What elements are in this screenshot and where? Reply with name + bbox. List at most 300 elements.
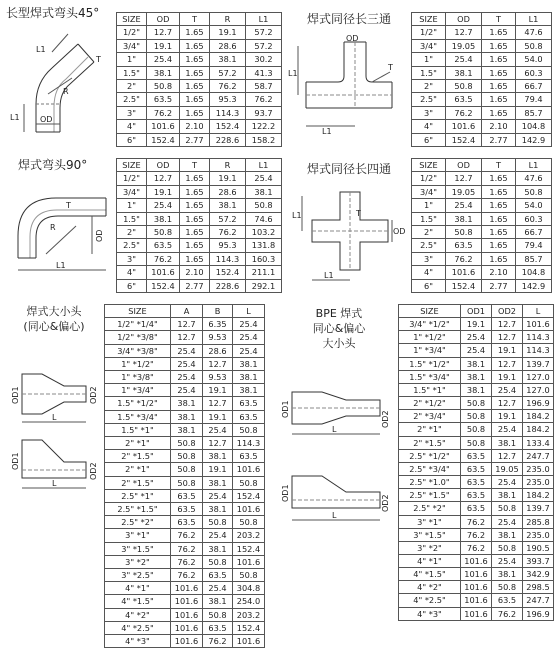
elbow90-table-cell: 95.3	[210, 239, 246, 252]
elbow90-table-cell: 50.8	[246, 199, 282, 212]
bpe-reducer-eccentric-drawing	[276, 470, 396, 530]
reducer-table-cell: 101.6	[233, 555, 265, 568]
elbow45-column-header: SIZE	[117, 13, 147, 26]
reducer-table-cell: 50.8	[233, 516, 265, 529]
bpe-reducer-title	[298, 306, 380, 351]
reducer-table-cell: 19.1	[203, 463, 233, 476]
elbow45-table-cell: 3/4"	[117, 39, 147, 52]
reducer-table-cell: 50.8	[233, 423, 265, 436]
tee-table-row	[412, 53, 552, 66]
cross-table-row	[412, 239, 552, 252]
tee-column-header: SIZE	[412, 13, 446, 26]
bpe-reducer-table-cell: 3" *2"	[399, 541, 461, 554]
bpe-reducer-table-cell: 190.5	[523, 541, 554, 554]
bpe-reducer-table-row	[399, 594, 554, 607]
elbow90-table-cell: 38.1	[210, 199, 246, 212]
cross-table-cell: 63.5	[446, 239, 482, 252]
elbow45-table-row	[117, 80, 282, 93]
tee-table-cell: 1.65	[482, 26, 516, 39]
bpe-reducer-table-cell: 63.5	[461, 449, 492, 462]
elbow45-table-row	[117, 93, 282, 106]
elbow90-table-cell: 1.65	[180, 185, 210, 198]
bpe-reducer-table-row	[399, 449, 554, 462]
elbow45-table-row	[117, 133, 282, 146]
elbow90-table-row	[117, 226, 282, 239]
elbow45-title: 长型焊式弯头45°	[6, 6, 100, 20]
reducer-table-row	[105, 595, 265, 608]
reducer-table-cell: 2.5" *2"	[105, 516, 171, 529]
bpe-reducer-title-line-2: 同心&偏心	[312, 322, 366, 335]
cross-table-cell: 1.65	[482, 199, 516, 212]
elbow90-title: 焊式弯头90°	[18, 158, 88, 172]
bpe-reducer-table-cell: 76.2	[461, 515, 492, 528]
elbow45-table-cell: 58.7	[246, 80, 282, 93]
tee-table-cell: 2.77	[482, 133, 516, 146]
cross-table-cell: 1.5"	[412, 212, 446, 225]
reducer-column-header: B	[203, 305, 233, 318]
reducer-column-header: L	[233, 305, 265, 318]
reducer-table-row	[105, 529, 265, 542]
reducer-table-row	[105, 516, 265, 529]
bpe-reducer-table-cell: 101.6	[461, 568, 492, 581]
bpe-l-label-b: L	[332, 511, 337, 520]
cross-table-cell: 2.10	[482, 266, 516, 279]
bpe-reducer-table-cell: 19.1	[492, 370, 523, 383]
reducer-table-row	[105, 371, 265, 384]
reducer-table-cell: 63.5	[171, 516, 203, 529]
reducer-table-row	[105, 621, 265, 634]
tee-table-cell: 85.7	[516, 106, 552, 119]
bpe-reducer-table-cell: 1.5" *3/4"	[399, 370, 461, 383]
cross-table-cell: 104.8	[516, 266, 552, 279]
reducer-table-cell: 38.1	[203, 476, 233, 489]
reducer-table-cell: 101.6	[171, 608, 203, 621]
cross-table-cell: 6"	[412, 279, 446, 292]
bpe-reducer-table-cell: 76.2	[461, 528, 492, 541]
reducer-table-cell: 152.4	[233, 621, 265, 634]
cross-table-cell: 76.2	[446, 252, 482, 265]
cross-table-row	[412, 185, 552, 198]
cross-table-cell: 54.0	[516, 199, 552, 212]
reducer-table-row	[105, 318, 265, 331]
reducer-column-header: SIZE	[105, 305, 171, 318]
elbow45-table-cell: 50.8	[147, 80, 180, 93]
bpe-reducer-table-cell: 101.6	[461, 594, 492, 607]
elbow45-table-cell: 228.6	[210, 133, 246, 146]
cross-table-row	[412, 252, 552, 265]
elbow90-column-header: SIZE	[117, 159, 147, 172]
bpe-reducer-table-cell: 2" *3/4"	[399, 410, 461, 423]
reducer-table-cell: 76.2	[171, 555, 203, 568]
bpe-reducer-table-cell: 133.4	[523, 436, 554, 449]
elbow45-column-header: L1	[246, 13, 282, 26]
elbow45-table-cell: 2.5"	[117, 93, 147, 106]
bpe-reducer-table-cell: 196.9	[523, 397, 554, 410]
elbow45-table-cell: 6"	[117, 133, 147, 146]
bpe-reducer-table-row	[399, 383, 554, 396]
reducer-column-header: A	[171, 305, 203, 318]
reducer-title-line-1: 焊式大小头	[26, 305, 82, 318]
elbow90-table-cell: 103.2	[246, 226, 282, 239]
reducer-table-cell: 25.4	[233, 318, 265, 331]
elbow90-table-cell: 1.5"	[117, 212, 147, 225]
elbow45-table-cell: 4"	[117, 120, 147, 133]
bpe-reducer-table-cell: 2.5" *2"	[399, 502, 461, 515]
cross-table-cell: 1"	[412, 199, 446, 212]
cross-l1-side-label: L1	[292, 211, 302, 220]
cross-table-cell: 1.65	[482, 226, 516, 239]
bpe-reducer-table-row	[399, 528, 554, 541]
cross-table-cell: 4"	[412, 266, 446, 279]
reducer-table-cell: 25.4	[171, 384, 203, 397]
tee-table-cell: 1/2"	[412, 26, 446, 39]
bpe-reducer-table-cell: 76.2	[492, 607, 523, 620]
bpe-reducer-table-cell: 19.1	[461, 318, 492, 331]
bpe-reducer-table-cell: 50.8	[492, 581, 523, 594]
tee-column-header: L1	[516, 13, 552, 26]
elbow45-table-cell: 1.5"	[117, 66, 147, 79]
reducer-table-cell: 3" *1.5"	[105, 542, 171, 555]
elbow90-table-row	[117, 266, 282, 279]
cross-l1-bottom-label: L1	[324, 271, 334, 280]
cross-table-cell: 1.65	[482, 252, 516, 265]
tee-table-cell: 6"	[412, 133, 446, 146]
reducer-table-row	[105, 357, 265, 370]
reducer-table-cell: 25.4	[203, 489, 233, 502]
elbow90-column-header: T	[180, 159, 210, 172]
cross-table-cell: 2.77	[482, 279, 516, 292]
bpe-reducer-table-cell: 114.3	[523, 344, 554, 357]
cross-table-cell: 85.7	[516, 252, 552, 265]
tee-table-cell: 25.4	[446, 53, 482, 66]
bpe-reducer-table-cell: 50.8	[461, 397, 492, 410]
reducer-table-row	[105, 582, 265, 595]
cross-table-row	[412, 199, 552, 212]
bpe-reducer-table-row	[399, 397, 554, 410]
bpe-reducer-table-row	[399, 476, 554, 489]
reducer-table-cell: 6.35	[203, 318, 233, 331]
bpe-reducer-table-cell: 4" *1.5"	[399, 568, 461, 581]
reducer-eccentric-drawing	[4, 434, 100, 494]
bpe-reducer-table-cell: 196.9	[523, 607, 554, 620]
tee-table-cell: 2.5"	[412, 93, 446, 106]
elbow45-table-cell: 76.2	[147, 106, 180, 119]
bpe-reducer-table-row	[399, 515, 554, 528]
tee-table-cell: 3/4"	[412, 39, 446, 52]
elbow90-table-cell: 74.6	[246, 212, 282, 225]
bpe-reducer-table-cell: 2" *1"	[399, 423, 461, 436]
elbow45-table-cell: 1.65	[180, 93, 210, 106]
elbow90-table-row	[117, 252, 282, 265]
elbow90-table-cell: 3"	[117, 252, 147, 265]
bpe-reducer-table-row	[399, 489, 554, 502]
tee-table-cell: 79.4	[516, 93, 552, 106]
reducer-od2-label-a: OD2	[89, 386, 98, 404]
reducer-table-cell: 1.5" *1"	[105, 423, 171, 436]
tee-drawing	[288, 34, 402, 136]
bpe-reducer-table-cell: 25.4	[492, 554, 523, 567]
cross-table-cell: 12.7	[446, 172, 482, 185]
elbow90-drawing	[6, 180, 110, 278]
tee-table-cell: 50.8	[516, 39, 552, 52]
elbow90-table-cell: 57.2	[210, 212, 246, 225]
elbow90-table-cell: 1/2"	[117, 172, 147, 185]
elbow45-table-row	[117, 106, 282, 119]
bpe-reducer-table-cell: 50.8	[492, 541, 523, 554]
elbow45-table-cell: 12.7	[147, 26, 180, 39]
elbow90-table-row	[117, 279, 282, 292]
reducer-table-cell: 4" *3"	[105, 635, 171, 648]
bpe-reducer-table-row	[399, 554, 554, 567]
elbow90-table-cell: 2"	[117, 226, 147, 239]
tee-table-cell: 152.4	[446, 133, 482, 146]
reducer-table-row	[105, 344, 265, 357]
bpe-reducer-table-cell: 12.7	[492, 357, 523, 370]
cross-table-cell: 1.65	[482, 172, 516, 185]
bpe-reducer-table-row	[399, 331, 554, 344]
reducer-table-cell: 63.5	[203, 621, 233, 634]
reducer-table-cell: 50.8	[233, 569, 265, 582]
reducer-table-cell: 2" *1.5"	[105, 450, 171, 463]
elbow45-table-cell: 76.2	[246, 93, 282, 106]
reducer-table-row	[105, 635, 265, 648]
bpe-reducer-table-cell: 285.8	[523, 515, 554, 528]
reducer-table-cell: 9.53	[203, 371, 233, 384]
tee-table-cell: 1.5"	[412, 66, 446, 79]
bpe-reducer-column-header: OD2	[492, 305, 523, 318]
bpe-reducer-table-cell: 298.5	[523, 581, 554, 594]
elbow90-table-cell: 152.4	[147, 279, 180, 292]
tee-table-cell: 2"	[412, 80, 446, 93]
bpe-reducer-table-cell: 247.7	[523, 449, 554, 462]
elbow45-table-cell: 152.4	[210, 120, 246, 133]
elbow90-od-label: OD	[95, 229, 104, 242]
reducer-table-cell: 19.1	[203, 410, 233, 423]
bpe-reducer-table-cell: 2" *1/2"	[399, 397, 461, 410]
elbow45-table-cell: 1.65	[180, 39, 210, 52]
reducer-table-cell: 12.7	[203, 397, 233, 410]
bpe-reducer-table-cell: 114.3	[523, 331, 554, 344]
bpe-reducer-table-cell: 19.05	[492, 462, 523, 475]
bpe-od2-label-a: OD2	[381, 410, 390, 428]
tee-table-cell: 19.05	[446, 39, 482, 52]
cross-t-label: T	[356, 209, 361, 218]
bpe-od1-label-b: OD1	[281, 484, 290, 502]
elbow90-table-cell: 1.65	[180, 226, 210, 239]
cross-table-cell: 1.65	[482, 239, 516, 252]
cross-table-cell: 50.8	[516, 185, 552, 198]
elbow90-spec-table	[116, 158, 282, 293]
elbow45-table-cell: 152.4	[147, 133, 180, 146]
reducer-table-cell: 25.4	[171, 371, 203, 384]
reducer-header-row	[105, 305, 265, 318]
elbow90-header-row	[117, 159, 282, 172]
elbow90-table-cell: 38.1	[147, 212, 180, 225]
bpe-reducer-table-cell: 342.9	[523, 568, 554, 581]
reducer-table-cell: 63.5	[203, 569, 233, 582]
elbow90-table-row	[117, 239, 282, 252]
elbow45-table-cell: 2.77	[180, 133, 210, 146]
reducer-table-cell: 4" *2.5"	[105, 621, 171, 634]
reducer-concentric-drawing	[4, 368, 100, 428]
elbow45-table-cell: 95.3	[210, 93, 246, 106]
elbow45-table-cell: 25.4	[147, 53, 180, 66]
elbow90-column-header: R	[210, 159, 246, 172]
bpe-reducer-table-cell: 393.7	[523, 554, 554, 567]
bpe-reducer-table-cell: 12.7	[492, 449, 523, 462]
bpe-reducer-table-cell: 247.7	[523, 594, 554, 607]
bpe-reducer-table-cell: 4" *2"	[399, 581, 461, 594]
elbow90-table-cell: 160.3	[246, 252, 282, 265]
elbow45-table-cell: 57.2	[210, 66, 246, 79]
tee-table-cell: 104.8	[516, 120, 552, 133]
cross-column-header: OD	[446, 159, 482, 172]
cross-table-cell: 50.8	[446, 226, 482, 239]
cross-table-row	[412, 226, 552, 239]
elbow45-table-cell: 122.2	[246, 120, 282, 133]
tee-table-row	[412, 93, 552, 106]
cross-column-header: L1	[516, 159, 552, 172]
cross-table-cell: 2.5"	[412, 239, 446, 252]
tee-table-row	[412, 39, 552, 52]
bpe-reducer-table-cell: 235.0	[523, 528, 554, 541]
reducer-od2-label-b: OD2	[89, 462, 98, 480]
cross-column-header: T	[482, 159, 516, 172]
bpe-reducer-table-cell: 38.1	[461, 370, 492, 383]
tee-table-cell: 66.7	[516, 80, 552, 93]
tee-table-cell: 1.65	[482, 39, 516, 52]
bpe-reducer-column-header: SIZE	[399, 305, 461, 318]
elbow90-table-cell: 2.77	[180, 279, 210, 292]
tee-table-cell: 12.7	[446, 26, 482, 39]
reducer-table-row	[105, 331, 265, 344]
reducer-table-cell: 63.5	[233, 397, 265, 410]
reducer-table-cell: 38.1	[171, 423, 203, 436]
elbow90-table-cell: 292.1	[246, 279, 282, 292]
bpe-reducer-table-cell: 38.1	[492, 568, 523, 581]
elbow45-table-cell: 1.65	[180, 53, 210, 66]
bpe-reducer-table-cell: 139.7	[523, 357, 554, 370]
reducer-table-cell: 38.1	[233, 357, 265, 370]
tee-table-cell: 3"	[412, 106, 446, 119]
tee-table-cell: 50.8	[446, 80, 482, 93]
reducer-table-cell: 2.5" *1.5"	[105, 503, 171, 516]
reducer-table-cell: 50.8	[203, 555, 233, 568]
elbow45-table-row	[117, 120, 282, 133]
reducer-table-row	[105, 384, 265, 397]
cross-table-cell: 3/4"	[412, 185, 446, 198]
tee-table-cell: 1.65	[482, 80, 516, 93]
cross-table-cell: 47.6	[516, 172, 552, 185]
elbow45-table-row	[117, 66, 282, 79]
elbow45-table-cell: 101.6	[147, 120, 180, 133]
bpe-reducer-table-row	[399, 607, 554, 620]
elbow45-table-cell: 1.65	[180, 80, 210, 93]
bpe-reducer-table-cell: 12.7	[492, 331, 523, 344]
elbow45-l1-top-label: L1	[36, 45, 46, 54]
tee-l1-side-label: L1	[288, 69, 298, 78]
elbow90-table-cell: 63.5	[147, 239, 180, 252]
tee-column-header: OD	[446, 13, 482, 26]
reducer-table-cell: 101.6	[233, 503, 265, 516]
elbow45-header-row	[117, 13, 282, 26]
bpe-reducer-table-cell: 1" *3/4"	[399, 344, 461, 357]
reducer-table-cell: 38.1	[203, 542, 233, 555]
reducer-table-cell: 254.0	[233, 595, 265, 608]
bpe-reducer-table-cell: 63.5	[461, 476, 492, 489]
reducer-table-cell: 28.6	[203, 344, 233, 357]
bpe-reducer-table-cell: 25.4	[492, 515, 523, 528]
reducer-od1-label-a: OD1	[11, 386, 20, 404]
bpe-reducer-table-cell: 3" *1.5"	[399, 528, 461, 541]
elbow45-r-label: R	[63, 87, 69, 96]
bpe-reducer-table-row	[399, 568, 554, 581]
cross-spec-table	[411, 158, 552, 293]
elbow90-l1-label: L1	[56, 261, 66, 270]
tee-l1-bottom-label: L1	[322, 127, 332, 136]
bpe-reducer-table-cell: 19.1	[492, 344, 523, 357]
bpe-reducer-table-row	[399, 344, 554, 357]
reducer-table-cell: 63.5	[171, 503, 203, 516]
bpe-reducer-table-cell: 63.5	[461, 489, 492, 502]
elbow90-table-cell: 1.65	[180, 252, 210, 265]
bpe-reducer-table-cell: 235.0	[523, 462, 554, 475]
reducer-table-cell: 304.8	[233, 582, 265, 595]
reducer-table-cell: 38.1	[233, 384, 265, 397]
tee-table-cell: 1.65	[482, 93, 516, 106]
elbow45-table-cell: 1.65	[180, 106, 210, 119]
bpe-reducer-table-row	[399, 462, 554, 475]
elbow90-table-cell: 4"	[117, 266, 147, 279]
elbow45-table-cell: 63.5	[147, 93, 180, 106]
reducer-table-cell: 4" *1.5"	[105, 595, 171, 608]
reducer-table-cell: 25.4	[233, 344, 265, 357]
reducer-table-cell: 4" *1"	[105, 582, 171, 595]
bpe-reducer-table-cell: 38.1	[492, 436, 523, 449]
elbow90-table-cell: 25.4	[147, 199, 180, 212]
bpe-od1-label-a: OD1	[281, 400, 290, 418]
bpe-reducer-table-row	[399, 357, 554, 370]
cross-od-label: OD	[393, 227, 406, 236]
reducer-table-cell: 101.6	[171, 582, 203, 595]
elbow45-t-label: T	[96, 55, 101, 64]
elbow90-table-cell: 3/4"	[117, 185, 147, 198]
bpe-reducer-table-cell: 235.0	[523, 476, 554, 489]
reducer-table-cell: 101.6	[171, 635, 203, 648]
elbow45-table-cell: 1"	[117, 53, 147, 66]
bpe-reducer-table-cell: 50.8	[461, 410, 492, 423]
reducer-table-row	[105, 397, 265, 410]
cross-header-row	[412, 159, 552, 172]
bpe-reducer-table-cell: 1.5" *1"	[399, 383, 461, 396]
bpe-reducer-table-row	[399, 423, 554, 436]
cross-table-cell: 1.65	[482, 185, 516, 198]
reducer-table-cell: 101.6	[171, 621, 203, 634]
bpe-reducer-table-cell: 63.5	[492, 594, 523, 607]
bpe-reducer-table-cell: 38.1	[461, 357, 492, 370]
reducer-table-cell: 2" *1"	[105, 463, 171, 476]
reducer-table-cell: 38.1	[233, 371, 265, 384]
elbow90-table-cell: 131.8	[246, 239, 282, 252]
elbow90-table-row	[117, 172, 282, 185]
reducer-table-cell: 1.5" *1/2"	[105, 397, 171, 410]
elbow45-table-cell: 2.10	[180, 120, 210, 133]
reducer-table-cell: 1" *1/2"	[105, 357, 171, 370]
bpe-reducer-table-cell: 38.1	[492, 489, 523, 502]
tee-table-row	[412, 80, 552, 93]
bpe-reducer-table-cell: 101.6	[461, 554, 492, 567]
bpe-reducer-table-cell: 50.8	[461, 423, 492, 436]
